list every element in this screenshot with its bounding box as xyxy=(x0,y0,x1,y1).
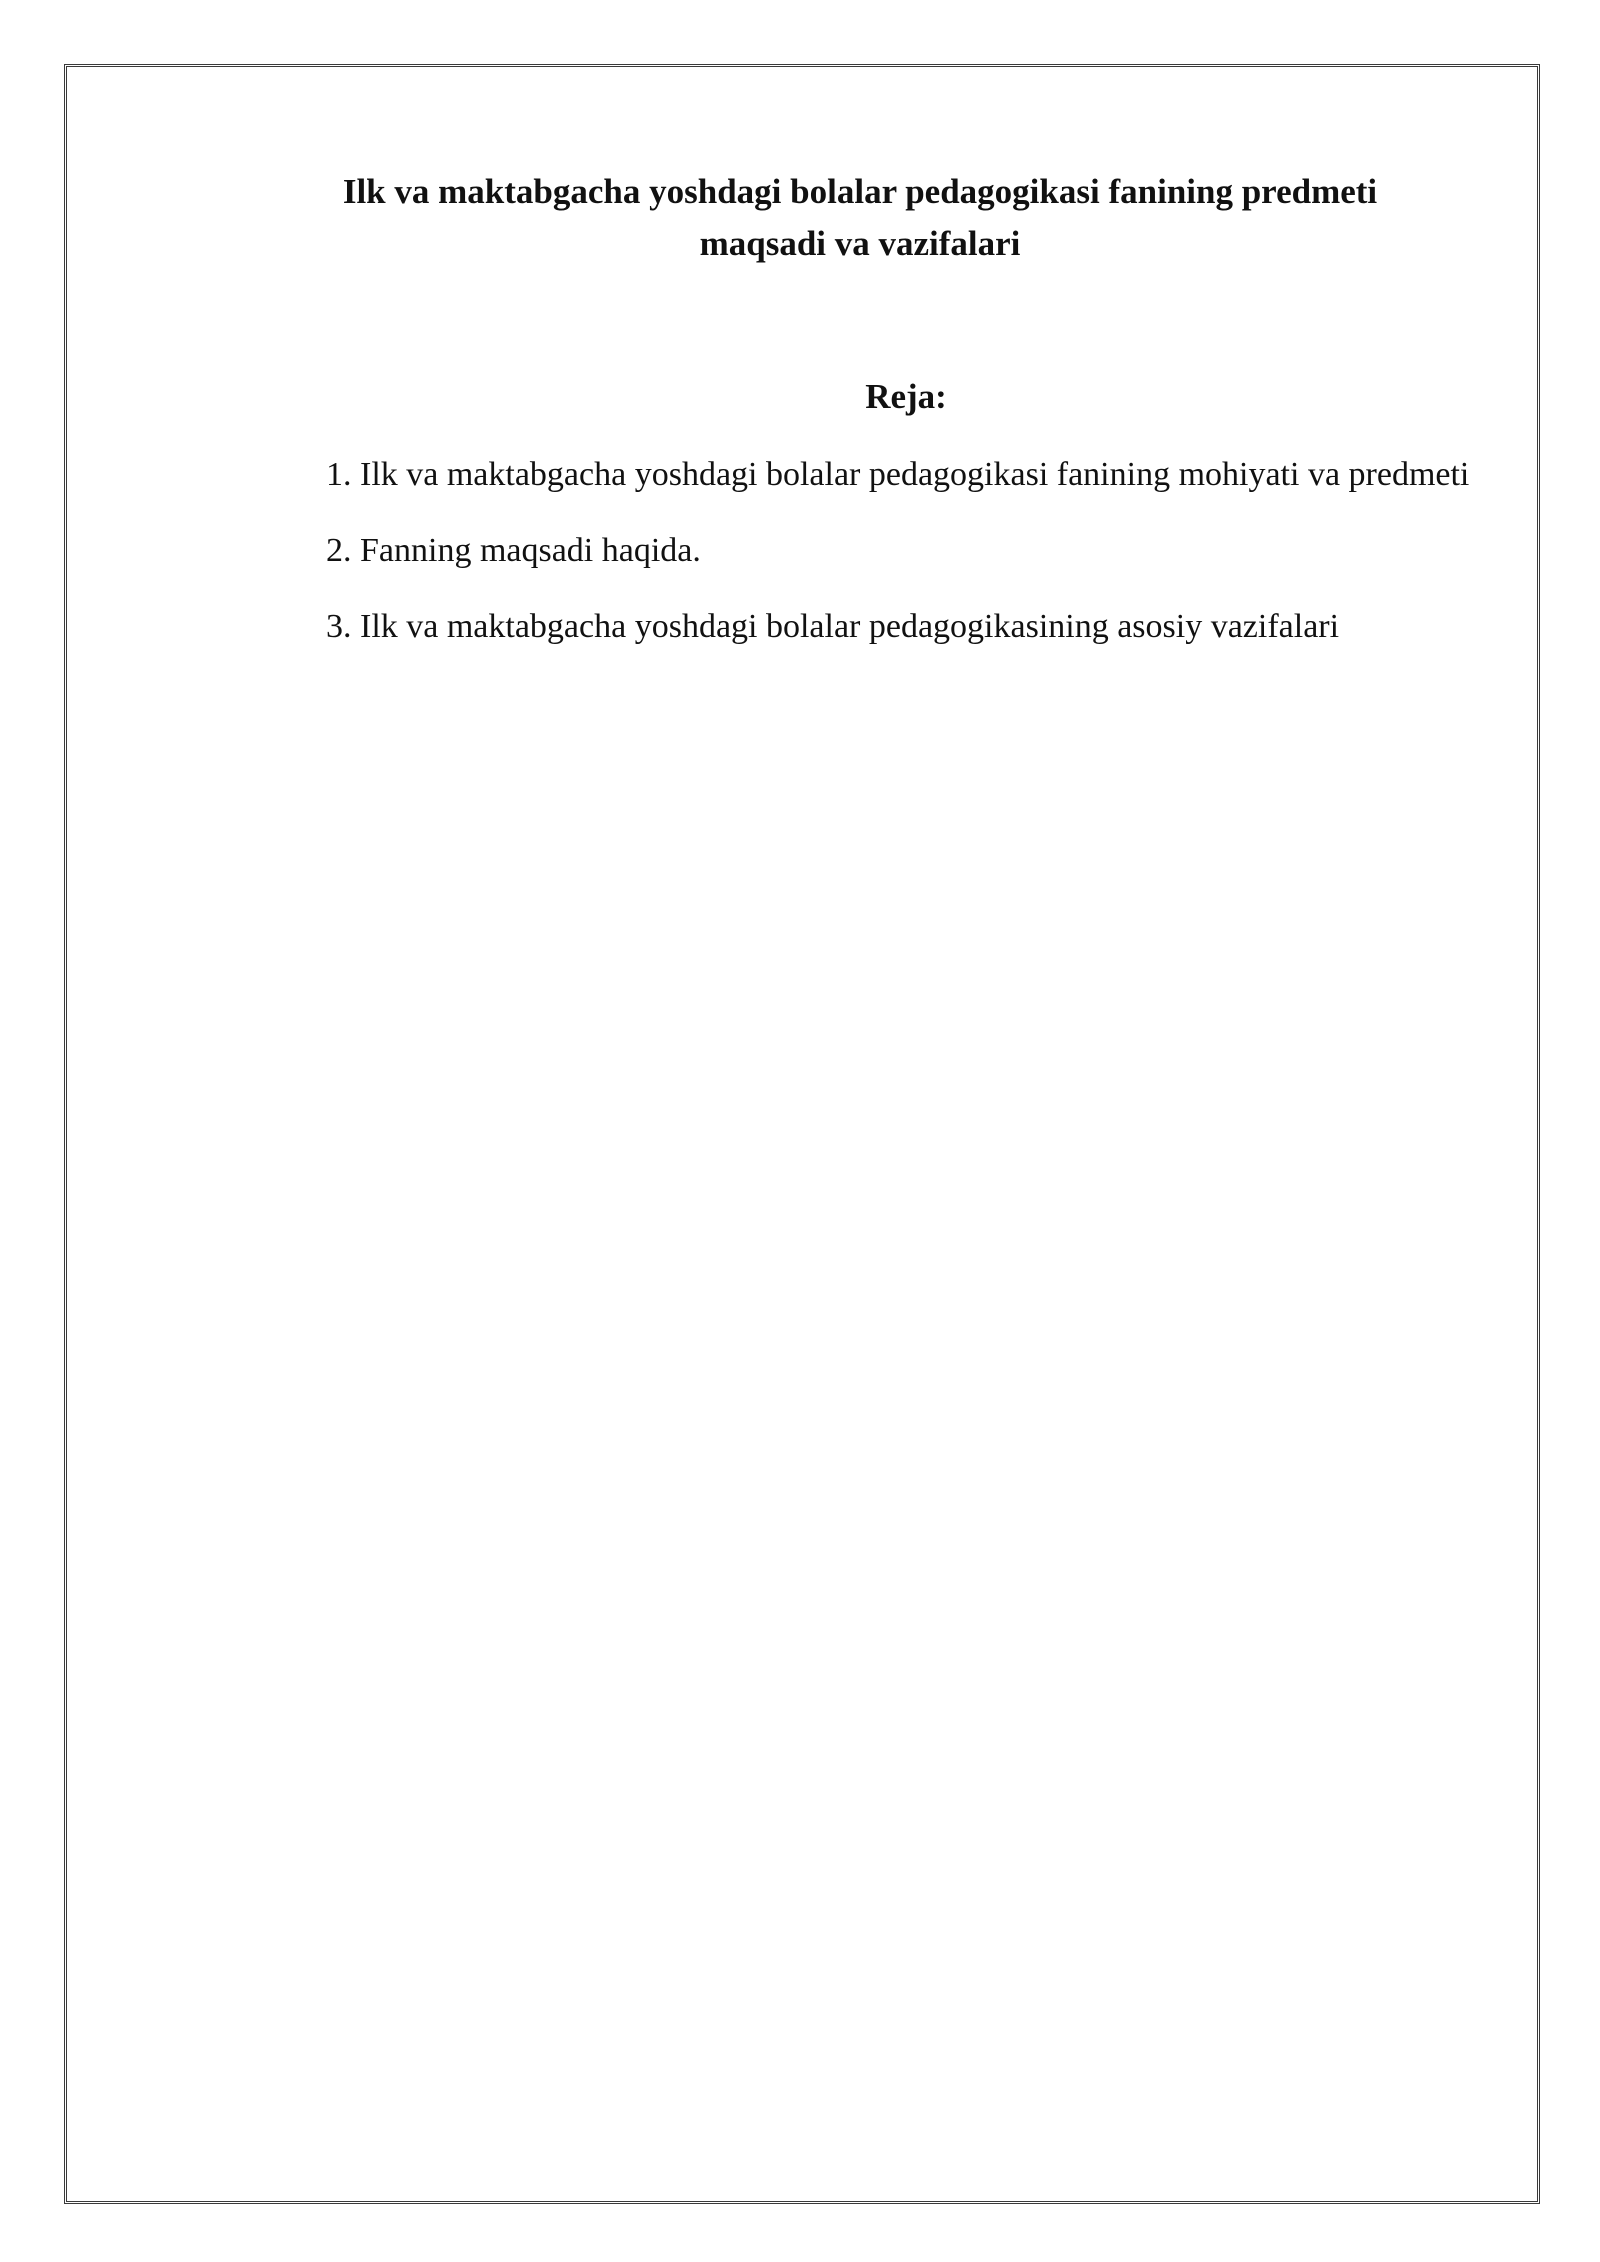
document-title xyxy=(240,166,1480,270)
page-border xyxy=(64,64,1540,2204)
plan-heading: Reja: xyxy=(865,377,947,416)
title-line-1: Ilk va maktabgacha yoshdagi bolalar pedagogikasi fanining predmeti xyxy=(342,172,1378,211)
plan-item-3: 3. Ilk va maktabgacha yoshdagi bolalar pedagogikasining asosiy vazifalari xyxy=(326,608,1340,645)
title-line-2: maqsadi va vazifalari xyxy=(699,224,1021,263)
plan-item-1: 1. Ilk va maktabgacha yoshdagi bolalar pedagogikasi fanining mohiyati va predmeti xyxy=(326,456,1470,493)
plan-item-2: 2. Fanning maqsadi haqida. xyxy=(326,532,701,569)
plan-list xyxy=(326,450,1476,678)
